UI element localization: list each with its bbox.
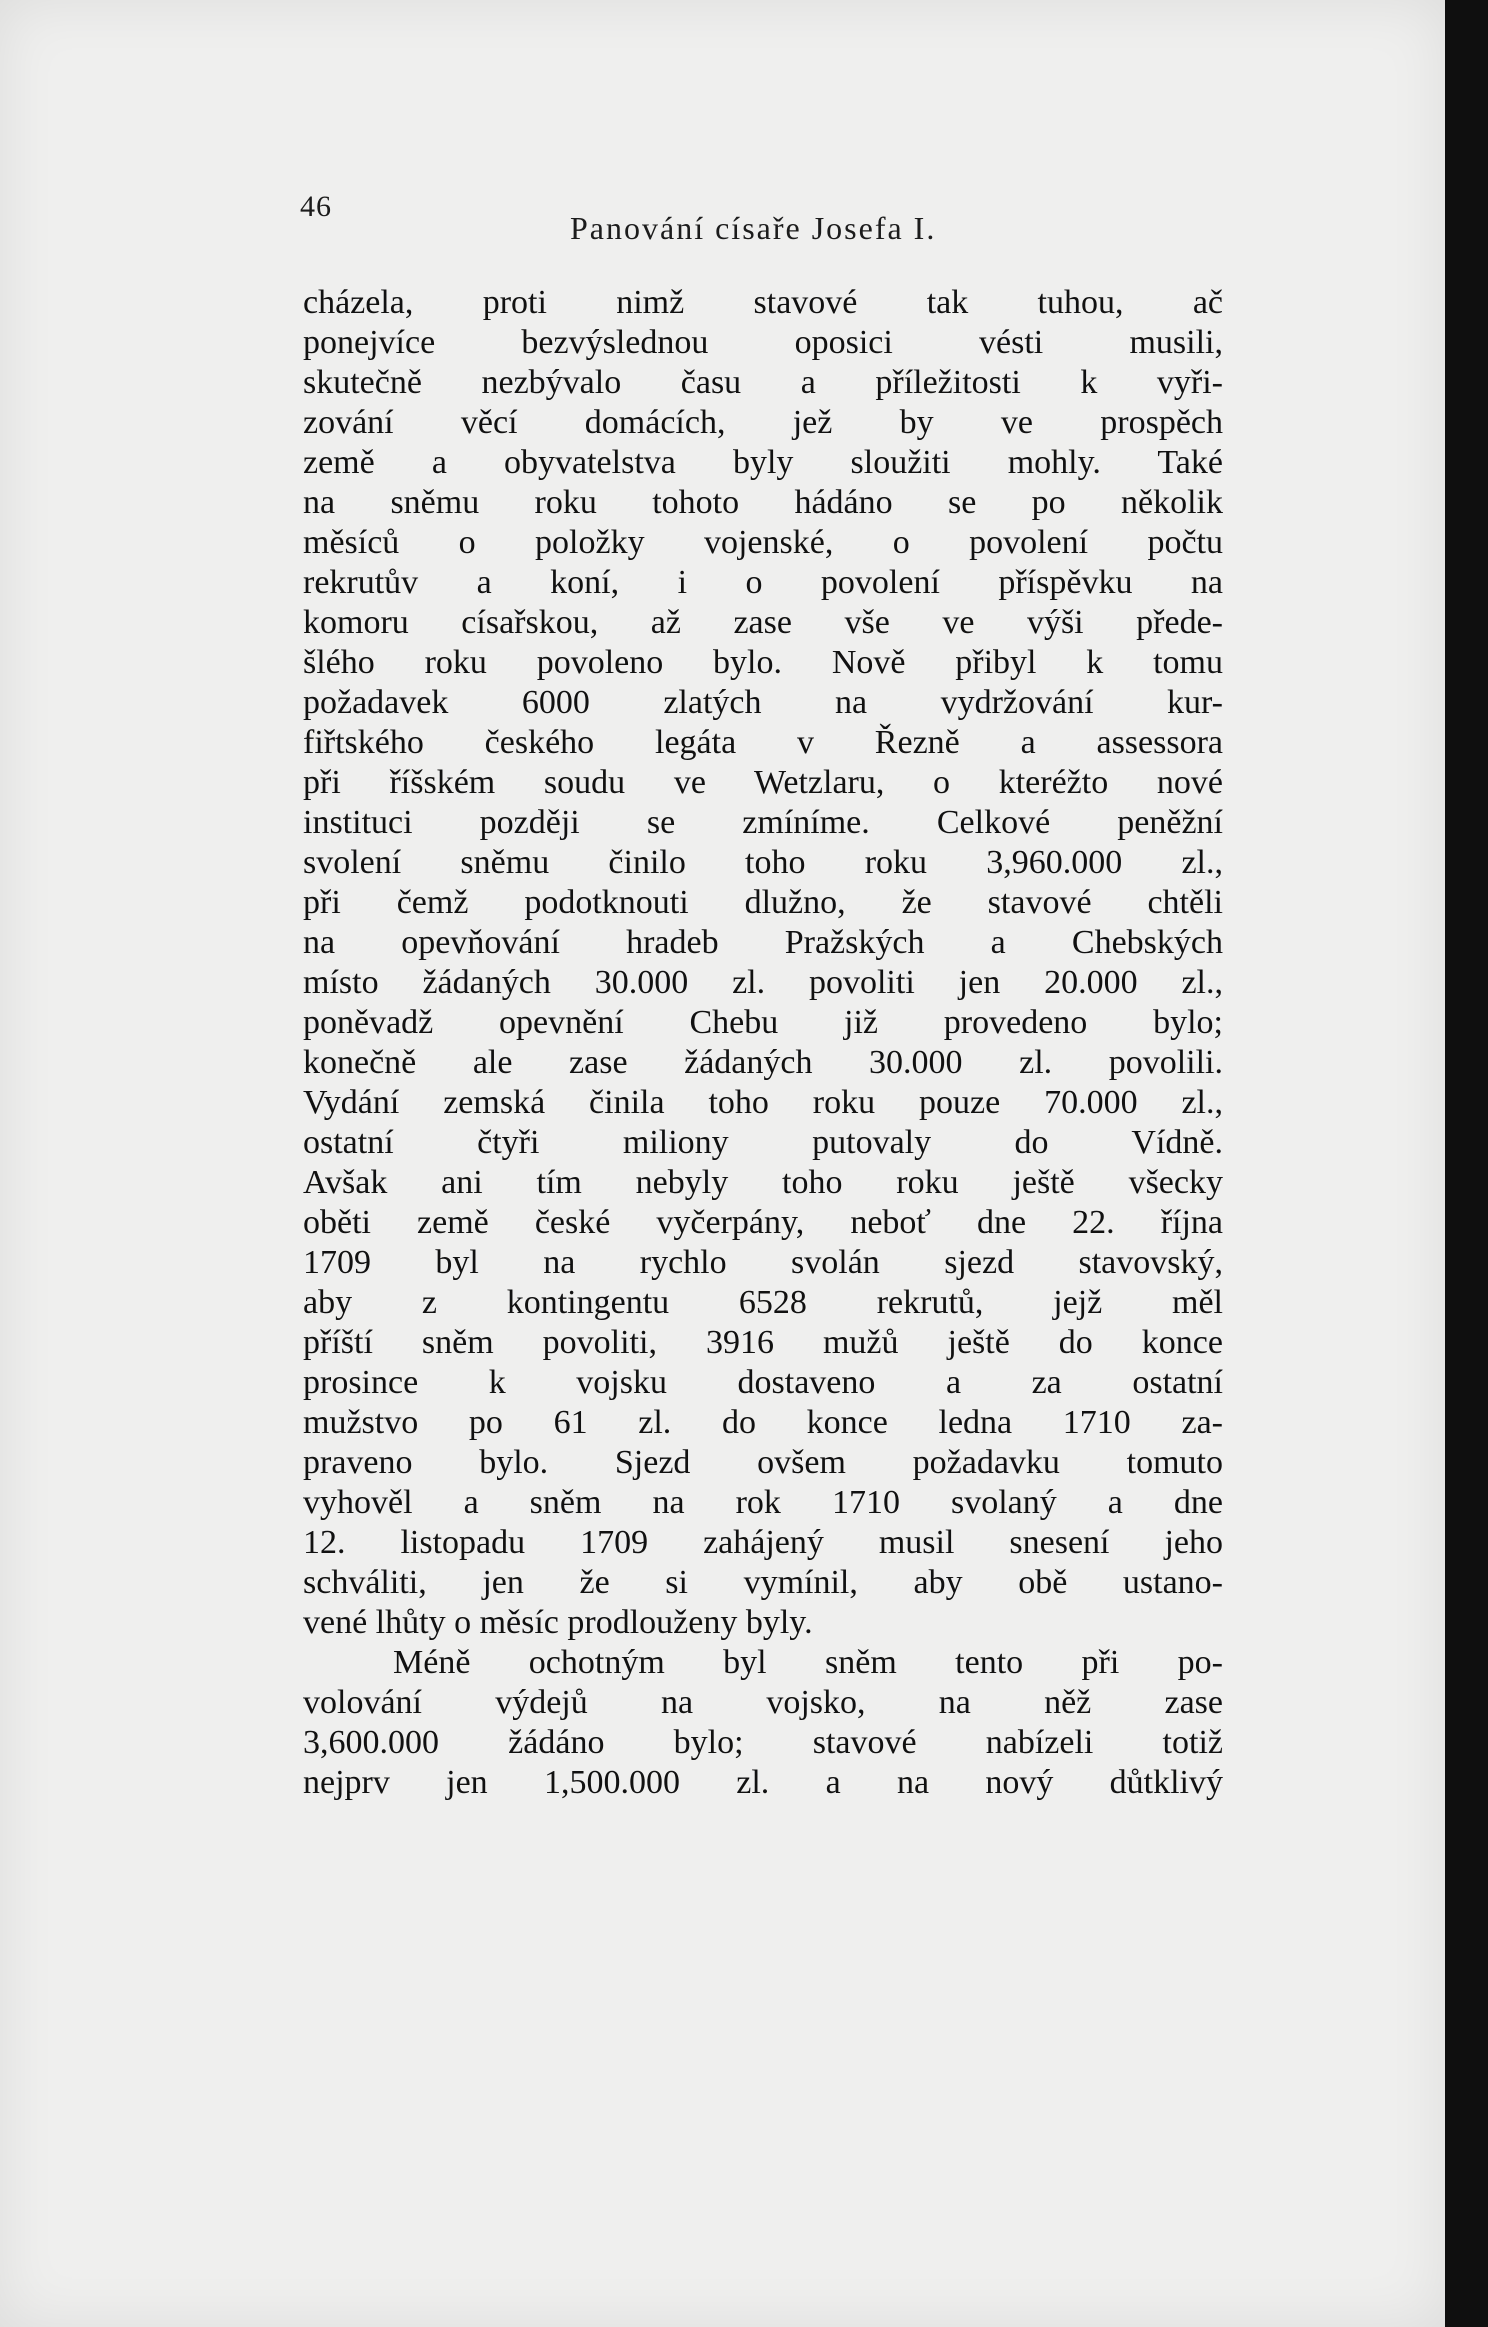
text-line: Vydání zemská činila toho roku pouze 70.000 zl.,	[303, 1084, 1223, 1121]
text-line: cházela, proti nimž stavové tak tuhou, ač	[303, 284, 1223, 321]
body-text	[303, 283, 1223, 1803]
text-line: příští sněm povoliti, 3916 mužů ještě do konce	[303, 1324, 1223, 1361]
text-line: vené lhůty o měsíc prodlouženy byly.	[303, 1604, 813, 1641]
text-line: požadavek 6000 zlatých na vydržování kur-	[303, 684, 1223, 721]
text-line: aby z kontingentu 6528 rekrutů, jejž měl	[303, 1284, 1223, 1321]
text-line: prosince k vojsku dostaveno a za ostatní	[303, 1364, 1223, 1401]
text-line: volování výdejů na vojsko, na něž zase	[303, 1684, 1223, 1721]
text-line: mužstvo po 61 zl. do konce ledna 1710 za-	[303, 1404, 1223, 1441]
text-line: při čemž podotknouti dlužno, že stavové chtěli	[303, 884, 1223, 921]
text-line: 1709 byl na rychlo svolán sjezd stavovský,	[303, 1244, 1223, 1281]
text-line: oběti země české vyčerpány, neboť dne 22. října	[303, 1204, 1223, 1241]
text-line: ponejvíce bezvýslednou oposici vésti musili,	[303, 324, 1223, 361]
text-line: praveno bylo. Sjezd ovšem požadavku tomuto	[303, 1444, 1223, 1481]
text-line: fiřtského českého legáta v Řezně a assessora	[303, 724, 1223, 761]
text-line: rekrutův a koní, i o povolení příspěvku na	[303, 564, 1223, 601]
text-line: komoru císařskou, až zase vše ve výši přede-	[303, 604, 1223, 641]
text-line: 3,600.000 žádáno bylo; stavové nabízeli totiž	[303, 1724, 1223, 1761]
text-line: šlého roku povoleno bylo. Nově přibyl k tomu	[303, 644, 1223, 681]
running-head: Panování císaře Josefa I.	[570, 210, 937, 246]
text-line: vyhověl a sněm na rok 1710 svolaný a dne	[303, 1484, 1223, 1521]
text-line: instituci později se zmíníme. Celkové peněžní	[303, 804, 1223, 841]
text-line: na sněmu roku tohoto hádáno se po několik	[303, 484, 1223, 521]
text-line: skutečně nezbývalo času a příležitosti k vyři-	[303, 364, 1223, 401]
text-line: poněvadž opevnění Chebu již provedeno bylo;	[303, 1004, 1223, 1041]
text-line: 12. listopadu 1709 zahájený musil snesení jeho	[303, 1524, 1223, 1561]
scan-edge	[1445, 0, 1488, 2327]
text-line: země a obyvatelstva byly sloužiti mohly. Také	[303, 444, 1223, 481]
text-line: místo žádaných 30.000 zl. povoliti jen 20.000 zl.,	[303, 964, 1223, 1001]
text-line: schváliti, jen že si vymínil, aby obě ustano-	[303, 1564, 1223, 1601]
text-line: nejprv jen 1,500.000 zl. a na nový důtklivý	[303, 1764, 1223, 1801]
text-line: zování věcí domácích, jež by ve prospěch	[303, 404, 1223, 441]
text-line: konečně ale zase žádaných 30.000 zl. povolili.	[303, 1044, 1223, 1081]
text-line: svolení sněmu činilo toho roku 3,960.000 zl.,	[303, 844, 1223, 881]
text-line: Avšak ani tím nebyly toho roku ještě všecky	[303, 1164, 1223, 1201]
paragraph-first-line: Méně ochotným byl sněm tento při po-	[393, 1644, 1223, 1681]
text-line: měsíců o položky vojenské, o povolení počtu	[303, 524, 1223, 561]
text-line: na opevňování hradeb Pražských a Chebských	[303, 924, 1223, 961]
page-number: 46	[300, 190, 332, 223]
text-line: ostatní čtyři miliony putovaly do Vídně.	[303, 1124, 1223, 1161]
text-line: při říšském soudu ve Wetzlaru, o kteréžto nové	[303, 764, 1223, 801]
